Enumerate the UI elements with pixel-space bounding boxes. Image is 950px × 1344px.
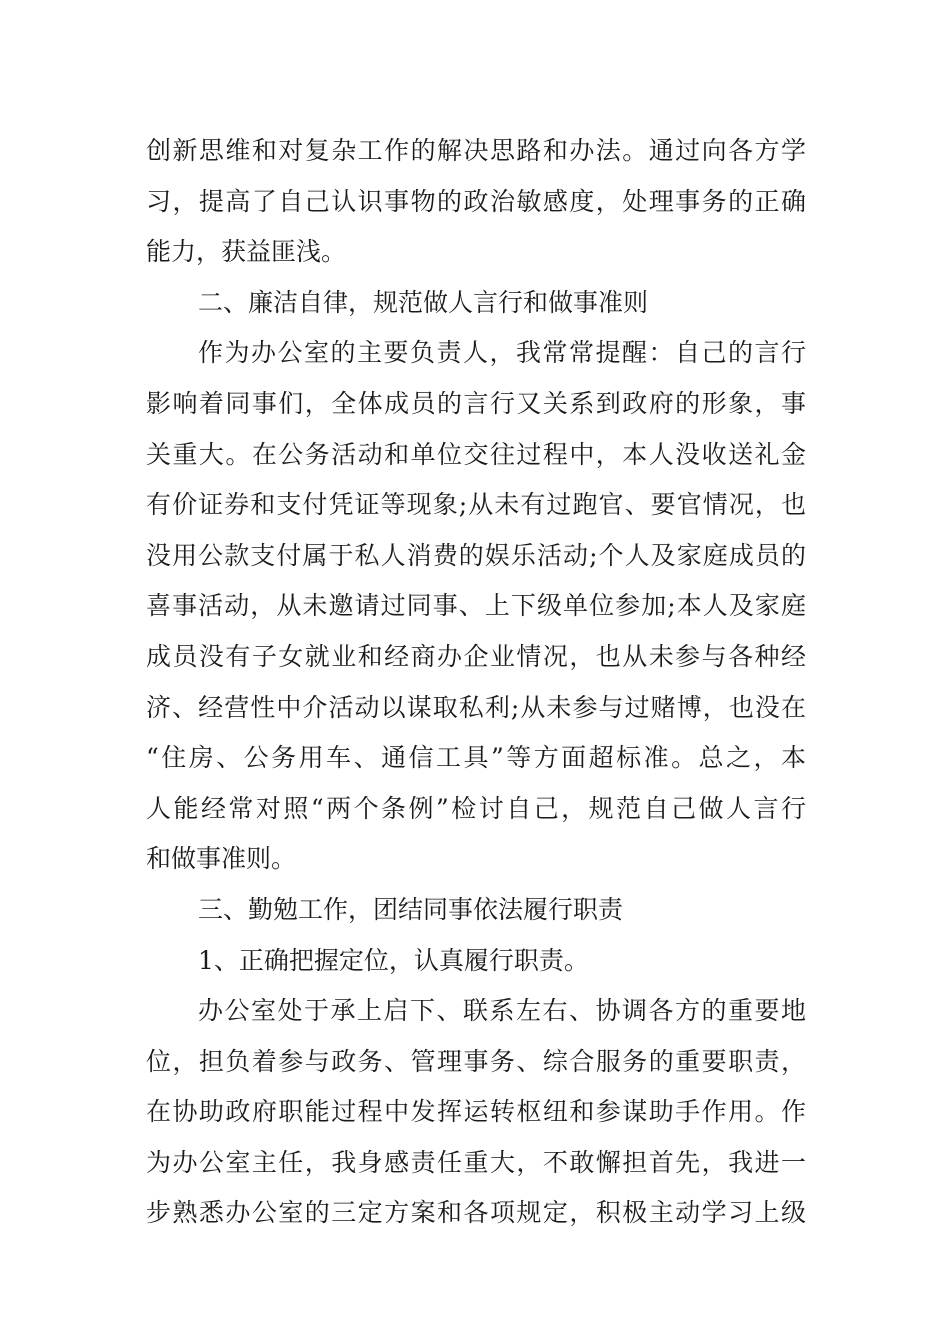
text-line: 济、经营性中介活动以谋取私利;从未参与过赌博，也没在 [146,692,806,722]
text-line: 步熟悉办公室的三定方案和各项规定，积极主动学习上级 [146,1198,806,1228]
text-line: 创新思维和对复杂工作的解决思路和办法。通过向各方学 [146,136,806,165]
text-line: 位，担负着参与政务、管理事务、综合服务的重要职责， [146,1046,806,1076]
text-line: 没用公款支付属于私人消费的娱乐活动;个人及家庭成员的 [146,540,806,570]
text-line: “住房、公务用车、通信工具”等方面超标准。总之，本 [146,743,806,773]
sub-heading: 1、正确把握定位，认真履行职责。 [198,945,589,975]
text-line: 和做事准则。 [146,844,297,874]
text-line: 办公室处于承上启下、联系左右、协调各方的重要地 [198,996,806,1026]
paragraph-integrity [146,328,806,885]
document-body [146,126,806,1239]
text-line: 为办公室主任，我身感责任重大，不敢懈担首先，我进一 [146,1147,806,1177]
text-line: 关重大。在公务活动和单位交往过程中，本人没收送礼金 [146,439,806,469]
paragraph-office-role [146,986,806,1239]
sub-heading-positioning [146,936,806,987]
text-line: 影响着同事们，全体成员的言行又关系到政府的形象，事 [146,388,806,418]
text-line: 有价证券和支付凭证等现象;从未有过跑官、要官情况，也 [146,490,806,520]
text-line: 习，提高了自己认识事物的政治敏感度，处理事务的正确 [146,186,806,216]
text-line: 成员没有子女就业和经商办企业情况，也从未参与各种经 [146,641,806,671]
text-line: 作为办公室的主要负责人，我常常提醒：自己的言行 [198,338,806,368]
section-heading-diligence [146,885,806,936]
text-line: 喜事活动，从未邀请过同事、上下级单位参加;本人及家庭 [146,591,806,621]
section-heading-integrity [146,278,806,329]
section-heading: 二、廉洁自律，规范做人言行和做事准则 [198,287,649,317]
text-line: 在协助政府职能过程中发挥运转枢纽和参谋助手作用。作 [146,1097,806,1127]
paragraph-continued [146,126,806,278]
text-line: 人能经常对照“两个条例”检讨自己，规范自己做人言行 [146,793,806,823]
text-line: 能力，获益匪浅。 [146,237,347,267]
section-heading: 三、勤勉工作，团结同事依法履行职责 [198,894,624,924]
